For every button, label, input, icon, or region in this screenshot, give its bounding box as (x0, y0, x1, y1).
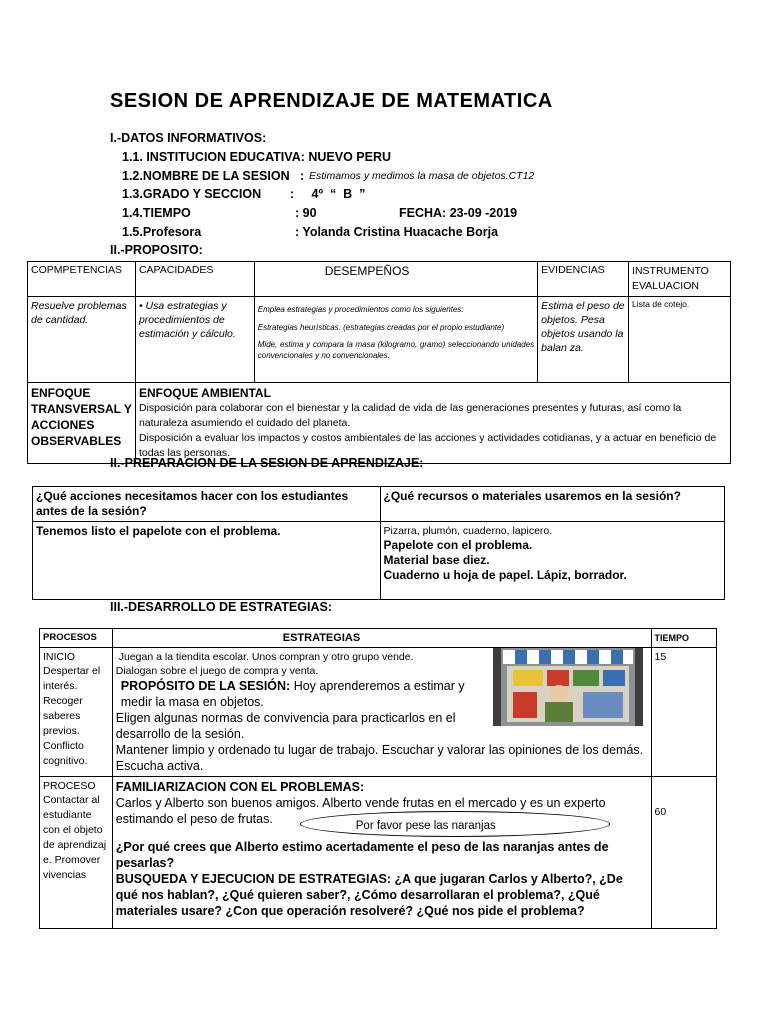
respuesta-acciones: Tenemos listo el papelote con el problema. (33, 522, 381, 600)
evidencia-cell: Estima el peso de objetos. Pesa objetos usando la balan za. (538, 297, 629, 383)
desarrollo-heading: III.-DESARROLLO DE ESTRATEGIAS: (110, 600, 332, 614)
busqueda-label: BUSQUEDA Y EJECUCION DE ESTRATEGIAS: (115, 872, 392, 886)
header-instrumento: INSTRUMENTO EVALUACION (629, 262, 731, 297)
tiempo-label: 1.4.TIEMPO (122, 206, 191, 220)
inicio-line-1: Juegan a la tiendita escolar. Unos compran y otro grupo vende. (118, 651, 414, 663)
enfoque-cell (135, 383, 730, 464)
bubble-text: Por favor pese las naranjas (355, 820, 496, 832)
tiempo-value: : 90 (295, 206, 317, 220)
desempeno-line-2: Estrategias heurísticas. (estrategias creadas por el propio estudiante) (257, 323, 505, 332)
header-tiempo: TIEMPO (651, 629, 717, 648)
inicio-estrategias (112, 648, 651, 777)
instrumento-cell: Lista de cotejo. (629, 297, 731, 383)
profesora-value: : Yolanda Cristina Huacache Borja (295, 225, 499, 239)
enfoque-title: ENFOQUE AMBIENTAL (138, 386, 271, 400)
pregunta-recursos: ¿Qué recursos o materiales usaremos en la sesión? (380, 487, 725, 522)
pregunta-acciones: ¿Qué acciones necesitamos hacer con los estudiantes antes de la sesión? (33, 487, 381, 522)
proceso-estrategias (112, 777, 651, 929)
capacidad-cell: • Usa estrategias y procedimientos de estimación y cálculo. (135, 297, 254, 383)
proceso-tiempo: 60 (651, 777, 717, 929)
profesora-label: 1.5.Profesora (122, 225, 202, 239)
proceso-line-1: Carlos y Alberto son buenos amigos. Alberto vende frutas en el mercado y es un experto estimando el peso de frutas. (115, 796, 606, 826)
proceso-cell (40, 777, 113, 929)
desempeno-line-1: Emplea estrategias y procedimientos como los siguientes: (257, 305, 464, 314)
competencia-cell: Resuelve problemas de cantidad. (28, 297, 136, 383)
desempeno-line-3: Mide, estima y compara la masa (kilogramo, gramo) seleccionando unidades convencionales y no convencionales. (257, 340, 535, 360)
header-evidencias: EVIDENCIAS (538, 262, 629, 297)
busqueda-text: ¿A que jugaran Carlos y Alberto?, ¿De qué nos hablan?, ¿Qué quieren saber?, ¿Cómo desarrollaran el problema?, ¿Qué materiales usare? ¿Con que operación resolveré? ¿Qué nos pide el problema? (115, 872, 623, 918)
proposito-label: PROPÓSITO DE LA SESIÓN: (120, 679, 291, 693)
nombre-value: Estimamos y medimos la masa de objetos.CT12 (309, 170, 535, 182)
tiendita-photo (493, 648, 643, 726)
inicio-sub: Despertar el interés. Recoger saberes previos. Conflicto cognitivo. (43, 665, 101, 767)
recurso-1: Pizarra, plumón, cuaderno, lapicero. (383, 525, 553, 537)
busqueda-block (116, 871, 648, 919)
grado-label: 1.3.GRADO Y SECCION (122, 187, 262, 201)
fecha: FECHA: 23-09 -2019 (399, 206, 518, 220)
institucion: 1.1. INSTITUCION EDUCATIVA: NUEVO PERU (122, 150, 392, 164)
tiendita-image (493, 648, 643, 726)
proceso-label: PROCESO (43, 780, 96, 792)
recurso-2: Papelote con el problema. (383, 538, 533, 552)
recurso-3: Material base diez. (383, 553, 490, 567)
recurso-4: Cuaderno u hoja de papel. Lápiz, borrador. (383, 568, 627, 582)
header-estrategias: ESTRATEGIAS (112, 629, 651, 648)
preparacion-table (32, 486, 725, 600)
proceso-line-2: ¿Por qué crees que Alberto estimo acertadamente el peso de las naranjas antes de pesarlas? (115, 840, 609, 870)
inicio-tiempo: 15 (651, 648, 717, 777)
datos-heading: I.-DATOS INFORMATIVOS: (110, 131, 267, 145)
inicio-line-3: Eligen algunas normas de convivencia para practicarlos en el desarrollo de la sesión. (115, 711, 456, 741)
inicio-cell (40, 648, 113, 777)
nombre-label: 1.2.NOMBRE DE LA SESION (122, 169, 290, 183)
proceso-sub: Contactar al estudiante con el objeto de aprendizaj e. Promover vivencias (43, 794, 107, 881)
proceso-title: FAMILIARIZACION CON EL PROBLEMAS: (115, 780, 365, 794)
enfoque-label: ENFOQUE TRANSVERSAL Y ACCIONES OBSERVABLES (28, 383, 136, 464)
desempeno-cell (254, 297, 537, 383)
respuesta-recursos (380, 522, 725, 600)
header-procesos: PROCESOS (40, 629, 113, 648)
enfoque-text-2: Disposición a evaluar los impactos y costos ambientales de las acciones y actividades cotidianas, y a actuar en beneficio de todas las personas. (138, 432, 717, 459)
grado-value: : 4º “ B ” (290, 187, 366, 201)
inicio-proposito (116, 678, 471, 710)
inicio-line-4: Mantener limpio y ordenado tu lugar de trabajo. Escuchar y valorar las opiniones de los demás. Escucha activa. (115, 743, 644, 773)
proposito-table (27, 261, 731, 464)
inicio-label: INICIO (43, 651, 76, 663)
desarrollo-table (39, 628, 717, 929)
header-competencias: COPMPETENCIAS (28, 262, 136, 297)
proposito-text: Hoy aprenderemos a estimar y medir la masa en objetos. (120, 679, 465, 709)
header-desempenos: DESEMPEÑOS (254, 262, 537, 297)
page-title: SESION DE APRENDIZAJE DE MATEMATICA (110, 90, 553, 112)
proposito-heading: II.-PROPOSITO: (110, 243, 203, 257)
header-capacidades: CAPACIDADES (135, 262, 254, 297)
preparacion-heading: II.-PREPARACION DE LA SESION DE APRENDIZAJE: (110, 456, 424, 470)
nombre-sep: : (300, 169, 305, 183)
inicio-line-2: Dialogan sobre el juego de compra y venta. (115, 665, 319, 677)
enfoque-text-1: Disposición para colaborar con el bienestar y la calidad de vida de las generaciones presentes y futuras, así como la naturaleza asumiendo el cuidado del planeta. (138, 402, 682, 429)
